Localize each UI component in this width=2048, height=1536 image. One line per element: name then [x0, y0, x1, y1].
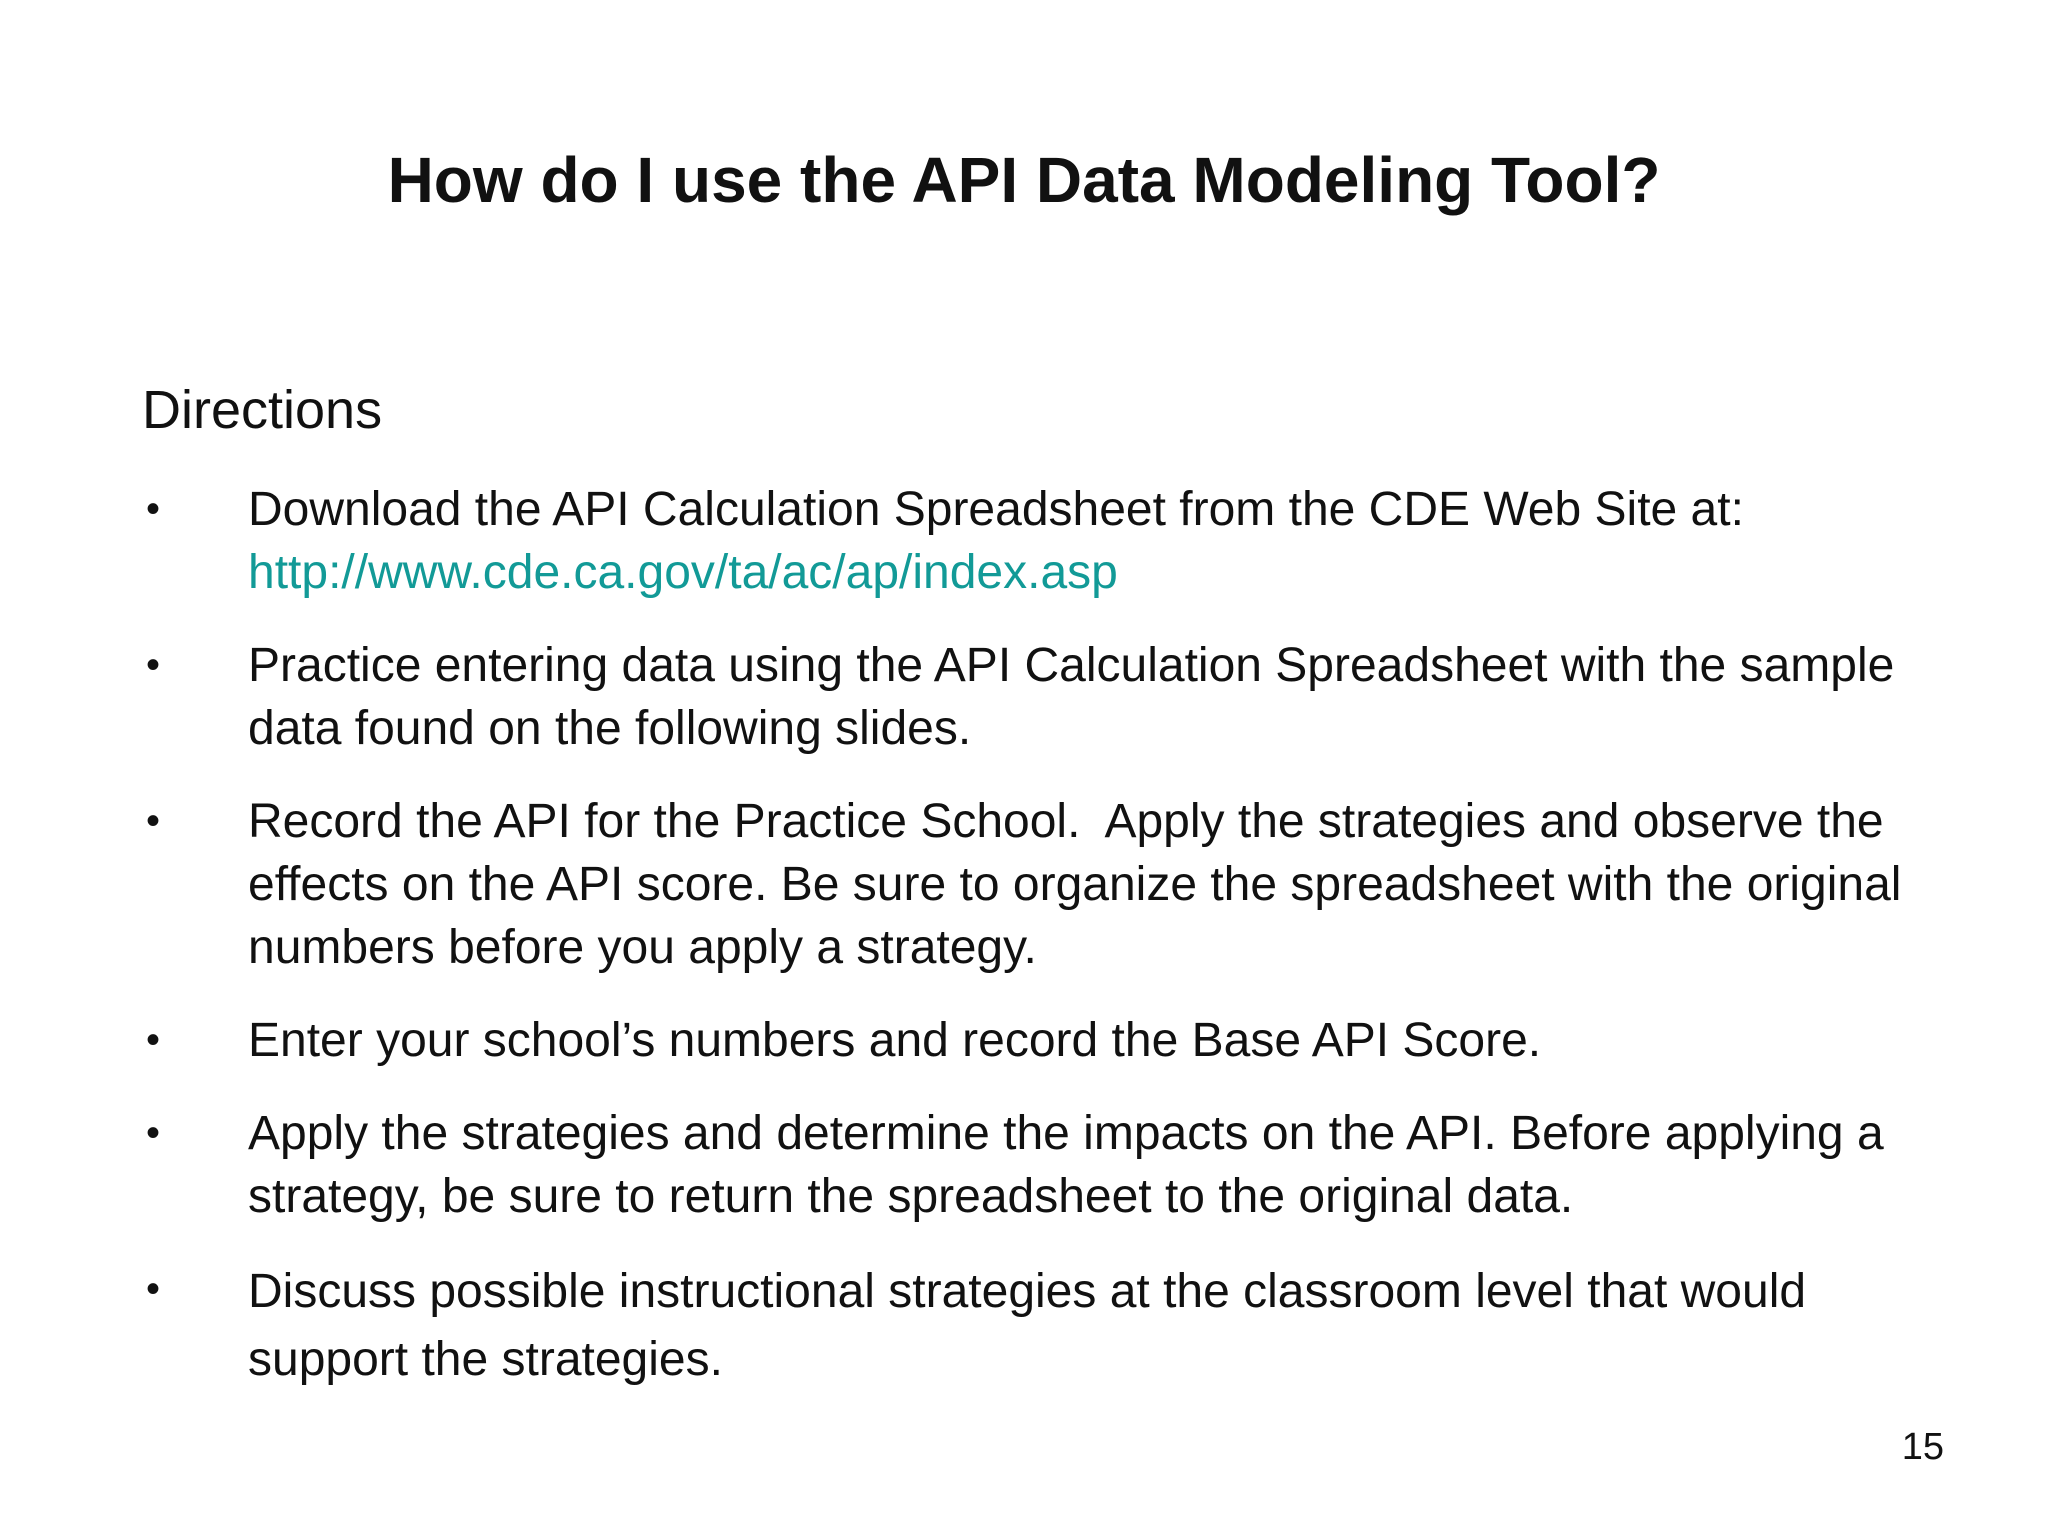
- bullet-icon: •: [146, 487, 161, 531]
- list-item-text: Enter your school’s numbers and record the Base API Score.: [248, 1014, 1542, 1067]
- page-number: 15: [1901, 1426, 1944, 1468]
- cde-website-link[interactable]: http://www.cde.ca.gov/ta/ac/ap/index.asp: [248, 546, 1118, 599]
- bullet-icon: •: [146, 1111, 161, 1155]
- bullet-icon: •: [146, 643, 161, 687]
- list-item: [142, 790, 1972, 979]
- list-item-text: Discuss possible instructional strategies at the classroom level that would support the strategies.: [248, 1265, 1807, 1386]
- list-item: [142, 634, 1972, 760]
- list-item: [142, 1102, 1972, 1228]
- list-item: [142, 1258, 1972, 1394]
- list-item: [142, 1009, 1972, 1072]
- list-item-text: Apply the strategies and determine the impacts on the API. Before applying a strategy, be sure to return the spreadsheet to the original data.: [248, 1107, 1884, 1223]
- list-item-text: Download the API Calculation Spreadsheet from the CDE Web Site at:: [248, 483, 1744, 536]
- list-item-text: Record the API for the Practice School. Apply the strategies and observe the effects on the API score. Be sure to organize the spreadsheet with the original numbers before you apply a strategy.: [248, 795, 1915, 974]
- list-item: [142, 478, 1972, 604]
- directions-list: [142, 478, 1972, 1424]
- slide-title: How do I use the API Data Modeling Tool?: [387, 144, 1661, 216]
- section-label: Directions: [142, 380, 383, 440]
- bullet-icon: •: [146, 799, 161, 843]
- list-item-text: Practice entering data using the API Calculation Spreadsheet with the sample data found on the following slides.: [248, 639, 1895, 755]
- bullet-icon: •: [146, 1018, 161, 1062]
- bullet-icon: •: [146, 1267, 161, 1311]
